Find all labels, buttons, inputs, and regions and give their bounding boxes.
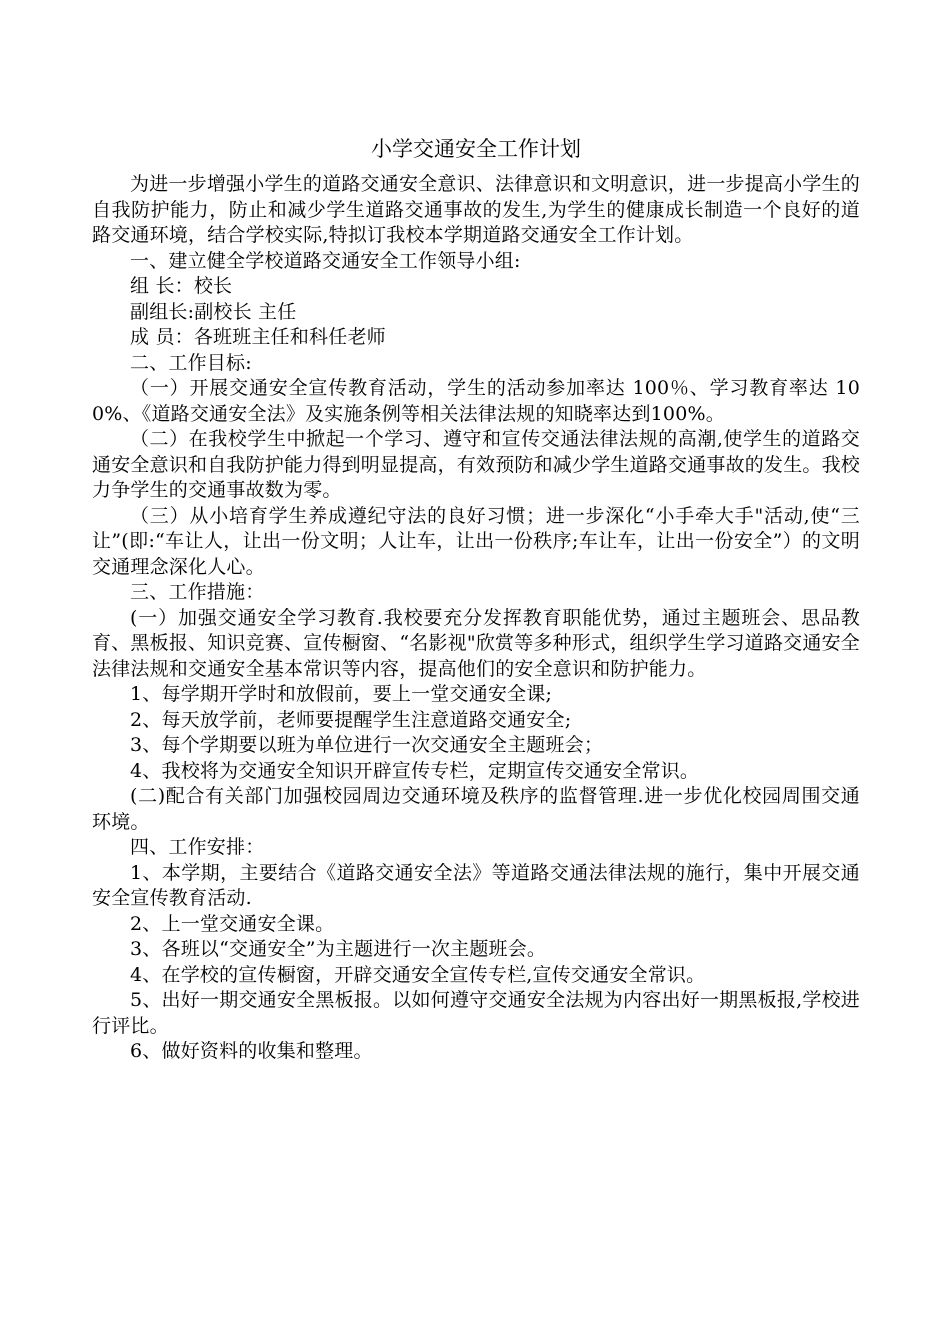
intro-paragraph: 为进一步增强小学生的道路交通安全意识、法律意识和文明意识，进一步提高小学生的自我防护能力，防止和减少学生道路交通事故的发生,为学生的健康成长制造一个良好的道路交通环境，结合学校实际,特拟订我校本学期道路交通安全工作计划。 — [92, 173, 860, 246]
arrangement-item-1: 1、本学期，主要结合《道路交通安全法》等道路交通法律法规的施行，集中开展交通安全宣传教育活动. — [92, 861, 860, 909]
document-page — [92, 132, 860, 1065]
section-3-heading: 三、工作措施： — [130, 581, 265, 603]
section-4-heading: 四、工作安排： — [130, 836, 265, 858]
measure-1-paragraph: (一）加强交通安全学习教育.我校要充分发挥教育职能优势，通过主题班会、思品教育、黑板报、知识竞赛、宣传橱窗、“名影视"欣赏等多种形式，组织学生学习道路交通安全法律法规和交通安全基本常识等内容，提高他们的安全意识和防护能力。 — [92, 606, 860, 680]
arrangement-item-4: 4、在学校的宣传橱窗，开辟交通安全宣传专栏,宣传交通安全常识。 — [130, 963, 706, 986]
section-1-heading: 一、建立健全学校道路交通安全工作领导小组: — [130, 249, 521, 272]
goal-1-paragraph: （一）开展交通安全宣传教育活动，学生的活动参加率达 100％、学习教育率达 100%、《道路交通安全法》及实施条例等相关法律法规的知晓率达到100%。 — [92, 377, 860, 425]
measure-item-3: 3、每个学期要以班为单位进行一次交通安全主题班会； — [130, 734, 604, 756]
arrangement-item-5: 5、出好一期交通安全黑板报。以如何遵守交通安全法规为内容出好一期黑板报,学校进行评比。 — [92, 989, 860, 1037]
goal-3-paragraph: （三）从小培育学生养成遵纪守法的良好习惯；进一步深化“小手牵大手"活动,使“三让”(即:“车让人，让出一份文明；人让车，让出一份秩序;车让车，让出一份安全”）的文明交通理念深化人心。 — [92, 504, 860, 578]
section-2-heading: 二、工作目标: — [130, 351, 252, 374]
document-title: 小学交通安全工作计划 — [371, 137, 581, 161]
goal-2-paragraph: （二）在我校学生中掀起一个学习、遵守和宣传交通法律法规的高潮,使学生的道路交通安全意识和自我防护能力得到明显提高，有效预防和减少学生道路交通事故的发生。我校力争学生的交通事故数为零。 — [92, 428, 861, 501]
group-leader-line: 组 长：校长 — [130, 275, 233, 297]
arrangement-item-6: 6、做好资料的收集和整理。 — [130, 1040, 373, 1062]
members-line: 成 员：各班班主任和科任老师 — [130, 326, 386, 348]
measure-2-paragraph: (二)配合有关部门加强校园周边交通环境及秩序的监督管理.进一步优化校园周围交通环境。 — [92, 785, 860, 833]
measure-item-4: 4、我校将为交通安全知识开辟宣传专栏，定期宣传交通安全常识。 — [130, 759, 700, 782]
deputy-leader-line: 副组长:副校长 主任 — [130, 300, 297, 323]
measure-item-2: 2、每天放学前，老师要提醒学生注意道路交通安全; — [130, 708, 572, 731]
measure-item-1: 1、每学期开学时和放假前，要上一堂交通安全课; — [130, 683, 553, 705]
arrangement-item-2: 2、上一堂交通安全课。 — [130, 912, 335, 935]
arrangement-item-3: 3、各班以“交通安全”为主题进行一次主题班会。 — [130, 938, 547, 960]
